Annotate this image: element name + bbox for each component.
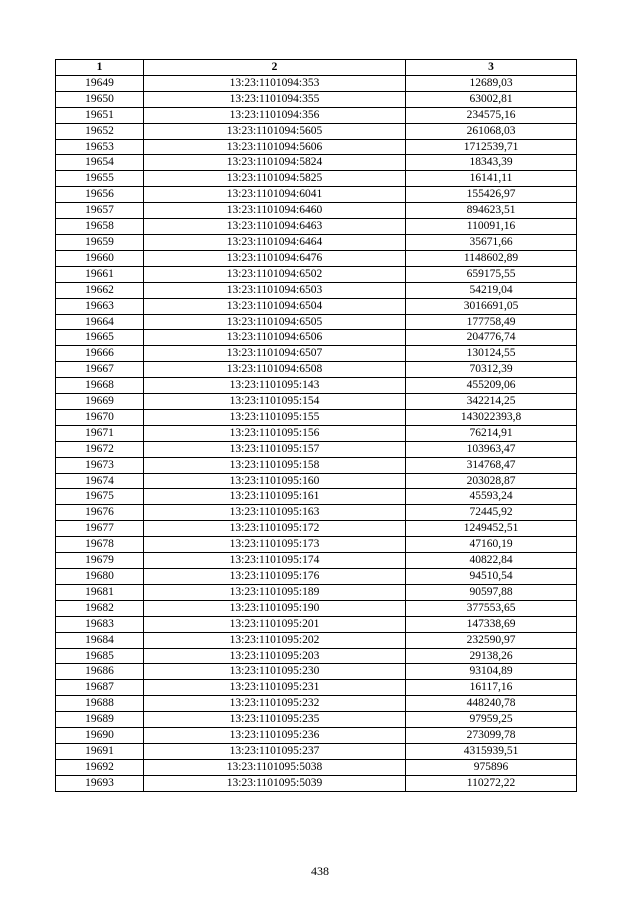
row-number-cell: 19656 <box>56 187 144 203</box>
table-body <box>56 75 577 791</box>
value-cell: 204776,74 <box>406 330 577 346</box>
cadastral-number-cell: 13:23:1101094:353 <box>144 75 406 91</box>
row-number-cell: 19677 <box>56 521 144 537</box>
value-cell: 3016691,05 <box>406 298 577 314</box>
table-row <box>56 600 577 616</box>
row-number-cell: 19669 <box>56 394 144 410</box>
value-cell: 70312,39 <box>406 362 577 378</box>
value-cell: 261068,03 <box>406 123 577 139</box>
table-row <box>56 298 577 314</box>
table-row <box>56 712 577 728</box>
row-number-cell: 19687 <box>56 680 144 696</box>
value-cell: 1712539,71 <box>406 139 577 155</box>
row-number-cell: 19664 <box>56 314 144 330</box>
table-row <box>56 441 577 457</box>
value-cell: 314768,47 <box>406 457 577 473</box>
cadastral-number-cell: 13:23:1101095:161 <box>144 489 406 505</box>
row-number-cell: 19654 <box>56 155 144 171</box>
table-row <box>56 759 577 775</box>
table-row <box>56 250 577 266</box>
table-row <box>56 457 577 473</box>
table-row <box>56 584 577 600</box>
row-number-cell: 19665 <box>56 330 144 346</box>
row-number-cell: 19689 <box>56 712 144 728</box>
value-cell: 40822,84 <box>406 553 577 569</box>
cadastral-number-cell: 13:23:1101094:6507 <box>144 346 406 362</box>
value-cell: 94510,54 <box>406 569 577 585</box>
value-cell: 103963,47 <box>406 441 577 457</box>
value-cell: 455209,06 <box>406 378 577 394</box>
row-number-cell: 19690 <box>56 728 144 744</box>
header-row <box>56 60 577 76</box>
row-number-cell: 19686 <box>56 664 144 680</box>
table-row <box>56 505 577 521</box>
table-row <box>56 346 577 362</box>
cadastral-number-cell: 13:23:1101094:6503 <box>144 282 406 298</box>
value-cell: 63002,81 <box>406 91 577 107</box>
table-row <box>56 521 577 537</box>
value-cell: 90597,88 <box>406 584 577 600</box>
value-cell: 97959,25 <box>406 712 577 728</box>
cadastral-number-cell: 13:23:1101095:232 <box>144 696 406 712</box>
table-row <box>56 155 577 171</box>
table-row <box>56 537 577 553</box>
cadastral-number-cell: 13:23:1101095:231 <box>144 680 406 696</box>
table-row <box>56 473 577 489</box>
table-row <box>56 569 577 585</box>
row-number-cell: 19662 <box>56 282 144 298</box>
table-row <box>56 91 577 107</box>
cadastral-number-cell: 13:23:1101094:5825 <box>144 171 406 187</box>
cadastral-number-cell: 13:23:1101095:202 <box>144 632 406 648</box>
table-row <box>56 664 577 680</box>
value-cell: 1148602,89 <box>406 250 577 266</box>
cadastral-number-cell: 13:23:1101094:6505 <box>144 314 406 330</box>
cadastral-number-cell: 13:23:1101095:143 <box>144 378 406 394</box>
table-row <box>56 314 577 330</box>
row-number-cell: 19649 <box>56 75 144 91</box>
cadastral-number-cell: 13:23:1101094:5606 <box>144 139 406 155</box>
cadastral-number-cell: 13:23:1101095:5039 <box>144 775 406 791</box>
value-cell: 377553,65 <box>406 600 577 616</box>
cadastral-number-cell: 13:23:1101095:157 <box>144 441 406 457</box>
row-number-cell: 19685 <box>56 648 144 664</box>
table-row <box>56 187 577 203</box>
value-cell: 203028,87 <box>406 473 577 489</box>
cadastral-number-cell: 13:23:1101094:6041 <box>144 187 406 203</box>
table-row <box>56 425 577 441</box>
row-number-cell: 19660 <box>56 250 144 266</box>
table-row <box>56 728 577 744</box>
value-cell: 35671,66 <box>406 234 577 250</box>
value-cell: 16141,11 <box>406 171 577 187</box>
cadastral-number-cell: 13:23:1101095:176 <box>144 569 406 585</box>
row-number-cell: 19693 <box>56 775 144 791</box>
value-cell: 975896 <box>406 759 577 775</box>
row-number-cell: 19650 <box>56 91 144 107</box>
cadastral-number-cell: 13:23:1101095:190 <box>144 600 406 616</box>
value-cell: 234575,16 <box>406 107 577 123</box>
cadastral-number-cell: 13:23:1101094:6476 <box>144 250 406 266</box>
row-number-cell: 19652 <box>56 123 144 139</box>
table-row <box>56 648 577 664</box>
table-row <box>56 378 577 394</box>
cadastral-number-cell: 13:23:1101095:230 <box>144 664 406 680</box>
value-cell: 110091,16 <box>406 219 577 235</box>
cadastral-number-cell: 13:23:1101095:5038 <box>144 759 406 775</box>
value-cell: 76214,91 <box>406 425 577 441</box>
data-table <box>55 59 577 792</box>
cadastral-number-cell: 13:23:1101095:154 <box>144 394 406 410</box>
table-row <box>56 219 577 235</box>
table-row <box>56 139 577 155</box>
table-row <box>56 743 577 759</box>
column-header-2: 2 <box>144 60 406 76</box>
row-number-cell: 19671 <box>56 425 144 441</box>
value-cell: 177758,49 <box>406 314 577 330</box>
cadastral-number-cell: 13:23:1101094:355 <box>144 91 406 107</box>
table-row <box>56 266 577 282</box>
row-number-cell: 19679 <box>56 553 144 569</box>
cadastral-number-cell: 13:23:1101095:158 <box>144 457 406 473</box>
cadastral-number-cell: 13:23:1101095:155 <box>144 409 406 425</box>
cadastral-number-cell: 13:23:1101095:237 <box>144 743 406 759</box>
row-number-cell: 19653 <box>56 139 144 155</box>
value-cell: 1249452,51 <box>406 521 577 537</box>
cadastral-number-cell: 13:23:1101095:174 <box>144 553 406 569</box>
row-number-cell: 19666 <box>56 346 144 362</box>
value-cell: 18343,39 <box>406 155 577 171</box>
row-number-cell: 19659 <box>56 234 144 250</box>
table-row <box>56 75 577 91</box>
cadastral-number-cell: 13:23:1101095:189 <box>144 584 406 600</box>
row-number-cell: 19657 <box>56 203 144 219</box>
table-row <box>56 234 577 250</box>
row-number-cell: 19674 <box>56 473 144 489</box>
value-cell: 4315939,51 <box>406 743 577 759</box>
value-cell: 894623,51 <box>406 203 577 219</box>
cadastral-number-cell: 13:23:1101094:6460 <box>144 203 406 219</box>
row-number-cell: 19672 <box>56 441 144 457</box>
row-number-cell: 19691 <box>56 743 144 759</box>
table-row <box>56 394 577 410</box>
value-cell: 45593,24 <box>406 489 577 505</box>
value-cell: 659175,55 <box>406 266 577 282</box>
table-row <box>56 107 577 123</box>
cadastral-number-cell: 13:23:1101095:201 <box>144 616 406 632</box>
cadastral-number-cell: 13:23:1101094:6504 <box>144 298 406 314</box>
value-cell: 12689,03 <box>406 75 577 91</box>
value-cell: 448240,78 <box>406 696 577 712</box>
value-cell: 110272,22 <box>406 775 577 791</box>
value-cell: 155426,97 <box>406 187 577 203</box>
cadastral-number-cell: 13:23:1101095:160 <box>144 473 406 489</box>
cadastral-number-cell: 13:23:1101095:203 <box>144 648 406 664</box>
table-row <box>56 775 577 791</box>
cadastral-number-cell: 13:23:1101095:156 <box>144 425 406 441</box>
table-row <box>56 409 577 425</box>
value-cell: 93104,89 <box>406 664 577 680</box>
table-row <box>56 680 577 696</box>
cadastral-number-cell: 13:23:1101094:5824 <box>144 155 406 171</box>
table-row <box>56 123 577 139</box>
value-cell: 72445,92 <box>406 505 577 521</box>
row-number-cell: 19692 <box>56 759 144 775</box>
row-number-cell: 19658 <box>56 219 144 235</box>
row-number-cell: 19681 <box>56 584 144 600</box>
row-number-cell: 19678 <box>56 537 144 553</box>
cadastral-number-cell: 13:23:1101095:163 <box>144 505 406 521</box>
cadastral-number-cell: 13:23:1101094:6508 <box>144 362 406 378</box>
cadastral-number-cell: 13:23:1101094:356 <box>144 107 406 123</box>
column-header-3: 3 <box>406 60 577 76</box>
row-number-cell: 19676 <box>56 505 144 521</box>
cadastral-number-cell: 13:23:1101094:6464 <box>144 234 406 250</box>
cadastral-number-cell: 13:23:1101094:6502 <box>144 266 406 282</box>
value-cell: 54219,04 <box>406 282 577 298</box>
row-number-cell: 19673 <box>56 457 144 473</box>
value-cell: 29138,26 <box>406 648 577 664</box>
table-row <box>56 362 577 378</box>
column-header-1: 1 <box>56 60 144 76</box>
row-number-cell: 19655 <box>56 171 144 187</box>
cadastral-number-cell: 13:23:1101095:235 <box>144 712 406 728</box>
row-number-cell: 19675 <box>56 489 144 505</box>
row-number-cell: 19680 <box>56 569 144 585</box>
row-number-cell: 19663 <box>56 298 144 314</box>
table-row <box>56 171 577 187</box>
row-number-cell: 19651 <box>56 107 144 123</box>
cadastral-number-cell: 13:23:1101095:173 <box>144 537 406 553</box>
row-number-cell: 19667 <box>56 362 144 378</box>
cadastral-number-cell: 13:23:1101095:236 <box>144 728 406 744</box>
table-row <box>56 632 577 648</box>
row-number-cell: 19688 <box>56 696 144 712</box>
row-number-cell: 19683 <box>56 616 144 632</box>
value-cell: 130124,55 <box>406 346 577 362</box>
row-number-cell: 19668 <box>56 378 144 394</box>
value-cell: 147338,69 <box>406 616 577 632</box>
row-number-cell: 19670 <box>56 409 144 425</box>
page-number: 438 <box>311 864 329 878</box>
table-row <box>56 203 577 219</box>
row-number-cell: 19682 <box>56 600 144 616</box>
cadastral-number-cell: 13:23:1101095:172 <box>144 521 406 537</box>
row-number-cell: 19684 <box>56 632 144 648</box>
table-row <box>56 553 577 569</box>
value-cell: 143022393,8 <box>406 409 577 425</box>
value-cell: 47160,19 <box>406 537 577 553</box>
row-number-cell: 19661 <box>56 266 144 282</box>
table-row <box>56 616 577 632</box>
cadastral-number-cell: 13:23:1101094:6506 <box>144 330 406 346</box>
value-cell: 342214,25 <box>406 394 577 410</box>
value-cell: 232590,97 <box>406 632 577 648</box>
cadastral-number-cell: 13:23:1101094:5605 <box>144 123 406 139</box>
table-row <box>56 489 577 505</box>
table-row <box>56 330 577 346</box>
table-header <box>56 60 577 76</box>
value-cell: 16117,16 <box>406 680 577 696</box>
table-row <box>56 282 577 298</box>
cadastral-number-cell: 13:23:1101094:6463 <box>144 219 406 235</box>
table-row <box>56 696 577 712</box>
value-cell: 273099,78 <box>406 728 577 744</box>
